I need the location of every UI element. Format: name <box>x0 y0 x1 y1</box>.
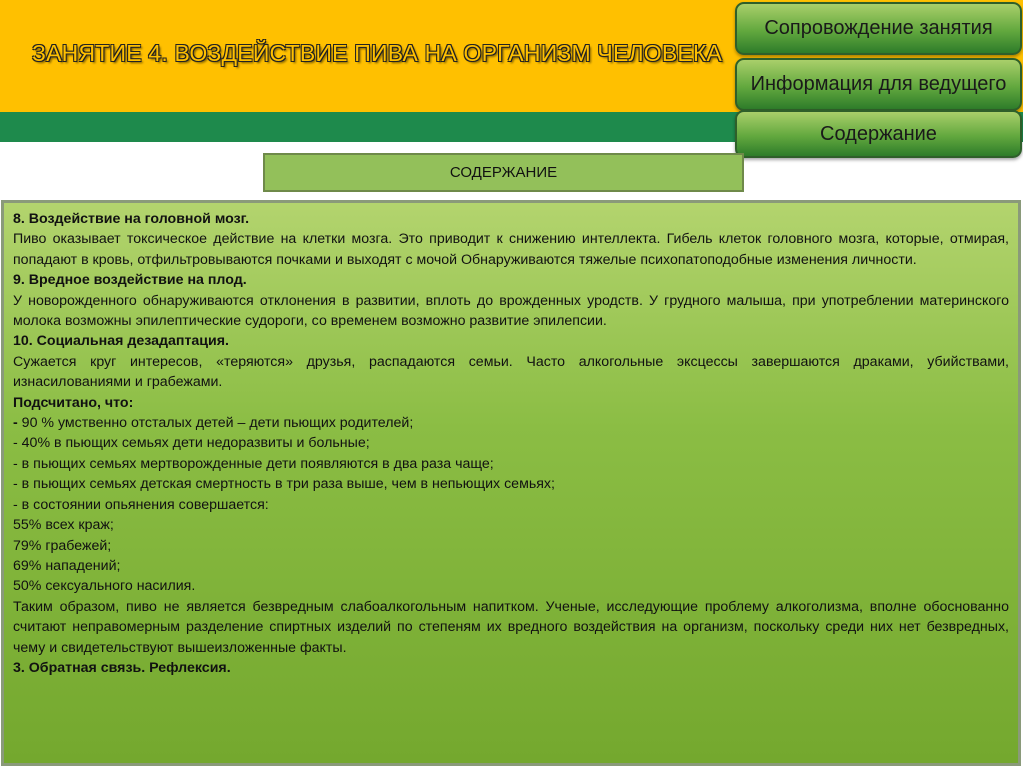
section-8-heading: 8. Воздействие на головной мозг. <box>13 211 250 227</box>
section-9-text: У новорожденного обнаруживаются отклонения в развитии, вплоть до врожденных уродств. У грудного малыша, при употреблении материнского молока возможны эпилептические судороги, со временем возможно развитие эпилепсии. <box>13 292 1009 330</box>
slide-title: ЗАНЯТИЕ 4. ВОЗДЕЙСТВИЕ ПИВА НА ОРГАНИЗМ ЧЕЛОВЕКА <box>32 40 723 66</box>
section-9-heading: 9. Вредное воздействие на плод. <box>13 272 247 289</box>
stat-line-8: 69% нападений; <box>13 557 121 574</box>
stat-line-1 <box>13 413 1009 433</box>
host-info-button-label: Информация для ведущего <box>750 73 1007 95</box>
content-button[interactable] <box>735 110 1022 158</box>
section-10-heading: 10. Социальная дезадаптация. <box>13 333 229 350</box>
stat-line-7: 79% грабежей; <box>13 537 112 554</box>
content-panel <box>1 200 1021 766</box>
stat-line-4: - в пьющих семьях детская смертность в три раза выше, чем в непьющих семьях; <box>13 476 555 493</box>
stats-heading: Подсчитано, что: <box>13 394 134 411</box>
stat-line-2: - 40% в пьющих семьях дети недоразвиты и больные; <box>13 435 370 452</box>
section-3-heading: 3. Обратная связь. Рефлексия. <box>13 659 231 676</box>
stat-line-1-text: 90 % умственно отсталых детей – дети пьющих родителей; <box>17 415 414 432</box>
conclusion-text: Таким образом, пиво не является безвредным слабоалкогольным напитком. Ученые, исследующие проблему алкоголизма, вполне обоснованно считают неправомерным разделение спиртных изделий по степеням их вредного воздействия на организм, поскольку среди них нет безвредных, чему и свидетельствуют вышеизложенные факты. <box>13 598 1009 656</box>
stat-line-6: 55% всех краж; <box>13 517 114 534</box>
stat-line-5: - в состоянии опьянения совершается: <box>13 496 269 513</box>
host-info-button[interactable] <box>735 58 1022 111</box>
stat-line-9: 50% сексуального насилия. <box>13 578 196 595</box>
accompaniment-button[interactable] <box>735 2 1022 55</box>
content-button-label: Содержание <box>820 122 937 145</box>
section-heading: СОДЕРЖАНИЕ <box>263 153 744 192</box>
stat-line-3: - в пьющих семьях мертворожденные дети появляются в два раза чаще; <box>13 455 494 472</box>
accompaniment-button-label: Сопровождение занятия <box>764 17 993 39</box>
section-10-text: Сужается круг интересов, «теряются» друзья, распадаются семьи. Часто алкогольные эксцессы завершаются драками, убийствами, изнасилованиями и грабежами. <box>13 353 1009 391</box>
section-8-text: Пиво оказывает токсическое действие на клетки мозга. Это приводит к снижению интеллекта. Гибель клеток головного мозга, которые, отмирая, попадают в кровь, отфильтровываются почками и выходят с мочой Обнаруживаются тяжелые психопатоподобные изменения личности. <box>13 231 1009 268</box>
stat-line-1-dash: - <box>13 415 18 432</box>
